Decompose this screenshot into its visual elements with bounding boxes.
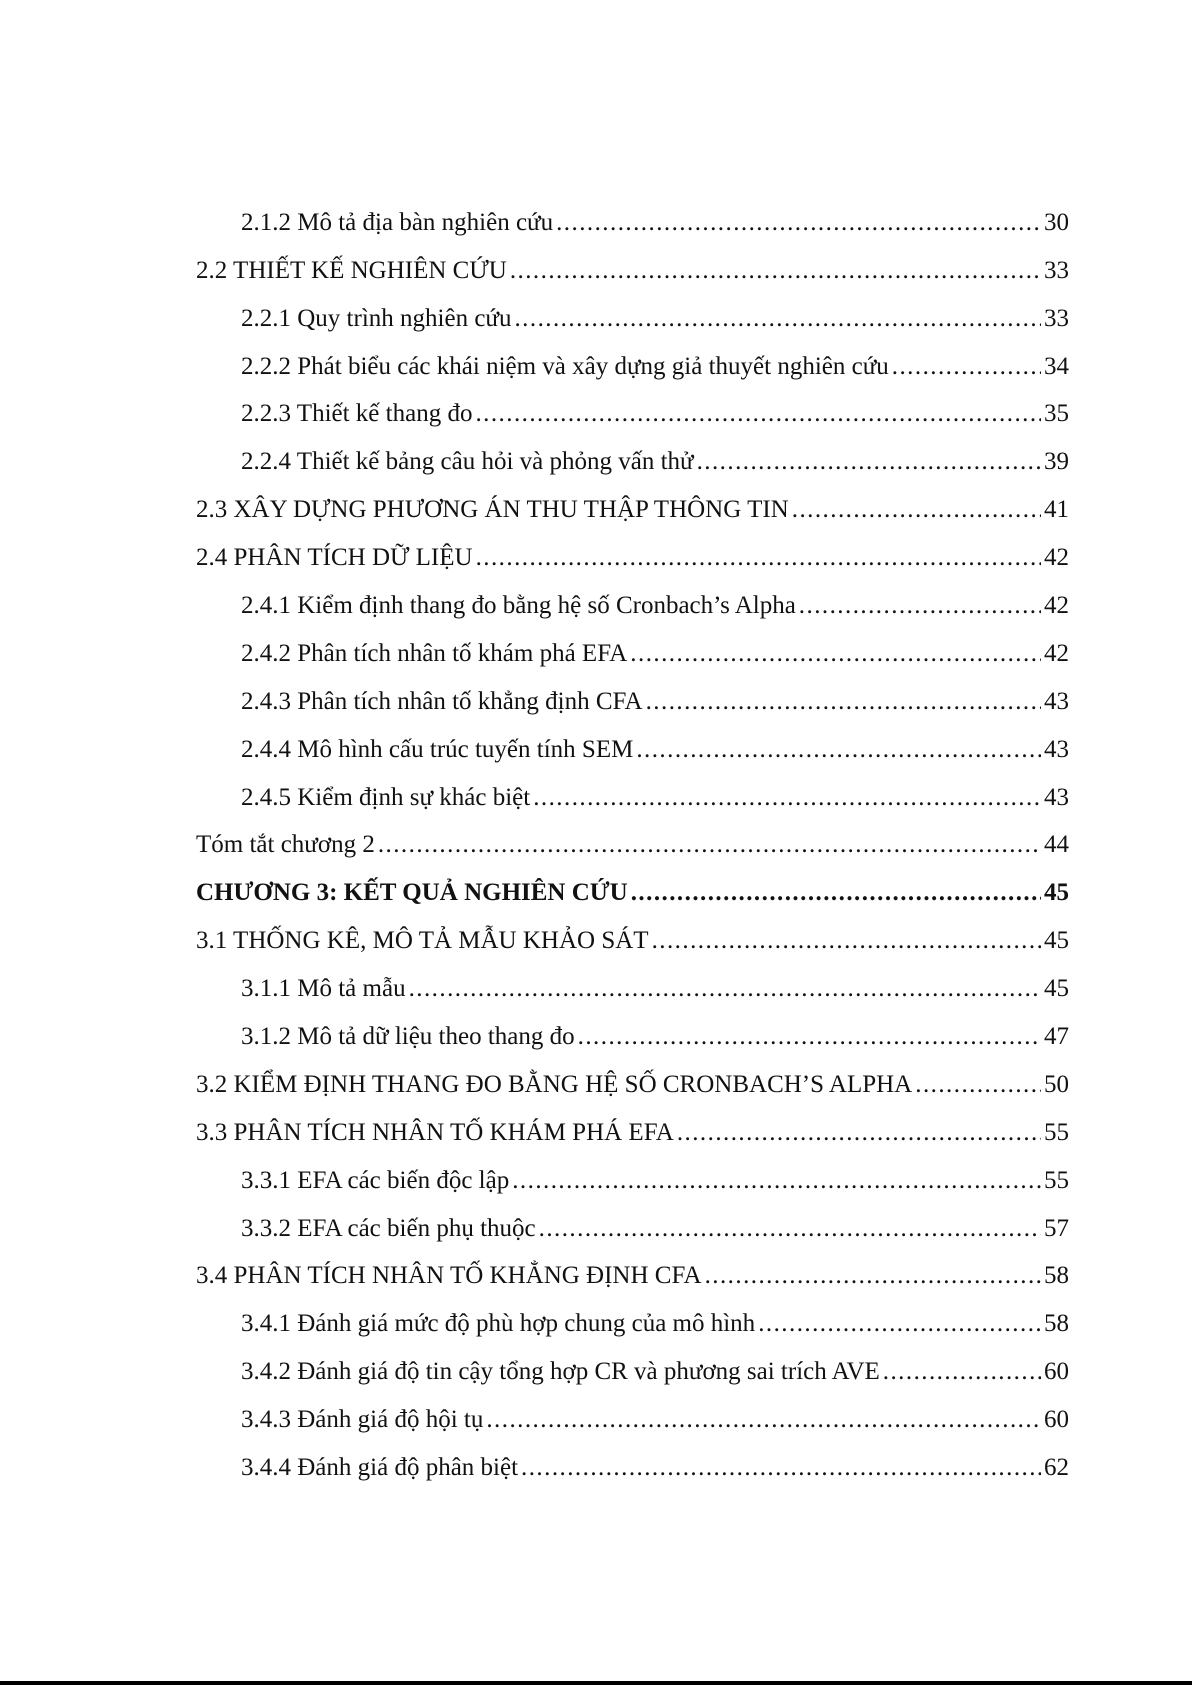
dot-leader (514, 304, 1041, 334)
toc-page-number: 33 (1044, 304, 1069, 332)
toc-page-number: 58 (1044, 1262, 1069, 1290)
toc-entry-title: 2.3 XÂY DỰNG PHƯƠNG ÁN THU THẬP THÔNG TIN (196, 496, 789, 524)
toc-page-number: 33 (1044, 256, 1069, 284)
toc-entry[interactable] (196, 621, 1069, 669)
toc-entry-title: 3.4.4 Đánh giá độ phân biệt (241, 1454, 519, 1482)
toc-page-number: 47 (1044, 1023, 1069, 1051)
toc-page-number: 41 (1044, 496, 1069, 524)
toc-entry-title: Tóm tắt chương 2 (196, 831, 375, 859)
toc-entry[interactable] (196, 1052, 1069, 1100)
toc-entry[interactable] (196, 334, 1069, 382)
toc-entry[interactable] (196, 382, 1069, 430)
toc-page-number: 42 (1044, 639, 1069, 667)
toc-entry-title: 3.4.1 Đánh giá mức độ phù hợp chung của mô hình (241, 1310, 756, 1338)
toc-entry[interactable] (196, 717, 1069, 765)
toc-entry[interactable] (196, 1291, 1069, 1339)
dot-leader (510, 256, 1041, 286)
toc-entry[interactable] (196, 477, 1069, 525)
dot-leader (521, 1453, 1041, 1483)
table-of-contents (196, 190, 1069, 1483)
toc-entry-title: 3.4 PHÂN TÍCH NHÂN TỐ KHẲNG ĐỊNH CFA (196, 1262, 702, 1290)
toc-entry-title: 3.1.2 Mô tả dữ liệu theo thang đo (241, 1023, 575, 1051)
toc-entry-title: 2.4 PHÂN TÍCH DỮ LIỆU (196, 544, 473, 572)
dot-leader (578, 1022, 1041, 1052)
dot-leader (630, 639, 1041, 669)
toc-page-number: 50 (1044, 1070, 1069, 1098)
toc-page-number: 60 (1044, 1358, 1069, 1386)
toc-entry[interactable] (196, 860, 1069, 908)
toc-page-number: 43 (1044, 687, 1069, 715)
dot-leader (378, 830, 1041, 860)
toc-entry-title: 2.4.3 Phân tích nhân tố khẳng định CFA (241, 687, 643, 715)
dot-leader (409, 974, 1041, 1004)
dot-leader (486, 1405, 1041, 1435)
toc-entry-title: 2.4.2 Phân tích nhân tố khám phá EFA (241, 639, 628, 667)
toc-page-number: 39 (1044, 448, 1069, 476)
toc-page-number: 55 (1044, 1118, 1069, 1146)
toc-page-number: 60 (1044, 1406, 1069, 1434)
toc-page-number: 57 (1044, 1214, 1069, 1242)
toc-page-number: 55 (1044, 1166, 1069, 1194)
toc-entry[interactable] (196, 286, 1069, 334)
toc-page-number: 45 (1044, 879, 1069, 907)
toc-page-number: 62 (1044, 1454, 1069, 1482)
toc-entry-title: 2.4.1 Kiểm định thang đo bằng hệ số Cronbach’s Alpha (241, 592, 796, 620)
toc-entry[interactable] (196, 813, 1069, 861)
toc-entry[interactable] (196, 669, 1069, 717)
toc-page-number: 43 (1044, 735, 1069, 763)
toc-entry[interactable] (196, 1100, 1069, 1148)
toc-entry-title: 2.1.2 Mô tả địa bàn nghiên cứu (241, 208, 554, 236)
toc-entry[interactable] (196, 525, 1069, 573)
dot-leader (533, 783, 1041, 813)
dot-leader (677, 1118, 1041, 1148)
toc-entry[interactable] (196, 238, 1069, 286)
toc-entry-title: 2.4.4 Mô hình cấu trúc tuyến tính SEM (241, 735, 634, 763)
toc-page-number: 58 (1044, 1310, 1069, 1338)
dot-leader (539, 1214, 1041, 1244)
toc-entry-title: 3.3.1 EFA các biến độc lập (241, 1166, 510, 1194)
toc-entry-title: 3.1.1 Mô tả mẫu (241, 975, 406, 1003)
toc-entry-title: 2.2.3 Thiết kế thang đo (241, 400, 473, 428)
dot-leader (636, 735, 1041, 765)
dot-leader (476, 543, 1041, 573)
toc-entry-title: 3.3.2 EFA các biến phụ thuộc (241, 1214, 536, 1242)
dot-leader (652, 926, 1041, 956)
page-bottom-edge (0, 1681, 1192, 1685)
toc-entry[interactable] (196, 1196, 1069, 1244)
toc-entry-title: 3.4.3 Đánh giá độ hội tụ (241, 1406, 484, 1434)
toc-page-number: 42 (1044, 592, 1069, 620)
toc-entry[interactable] (196, 956, 1069, 1004)
toc-page-number: 42 (1044, 544, 1069, 572)
toc-entry[interactable] (196, 1004, 1069, 1052)
toc-page-number: 35 (1044, 400, 1069, 428)
toc-entry-title: 2.4.5 Kiểm định sự khác biệt (241, 783, 531, 811)
toc-entry[interactable] (196, 1387, 1069, 1435)
toc-entry[interactable] (196, 908, 1069, 956)
dot-leader (915, 1070, 1041, 1100)
toc-page-number: 34 (1044, 352, 1069, 380)
toc-page-number: 45 (1044, 975, 1069, 1003)
toc-entry[interactable] (196, 1339, 1069, 1387)
dot-leader (646, 687, 1041, 717)
dot-leader (792, 495, 1041, 525)
toc-entry-title: 3.4.2 Đánh giá độ tin cậy tổng hợp CR và phương sai trích AVE (241, 1358, 880, 1386)
toc-entry-title: 2.2 THIẾT KẾ NGHIÊN CỨU (196, 256, 507, 284)
dot-leader (705, 1261, 1041, 1291)
dot-leader (556, 208, 1041, 238)
toc-page-number: 44 (1044, 831, 1069, 859)
toc-entry[interactable] (196, 190, 1069, 238)
dot-leader (512, 1166, 1041, 1196)
toc-entry[interactable] (196, 573, 1069, 621)
toc-entry-title: 3.2 KIỂM ĐỊNH THANG ĐO BẰNG HỆ SỐ CRONBACH’S ALPHA (196, 1070, 913, 1098)
toc-page-number: 45 (1044, 927, 1069, 955)
toc-entry[interactable] (196, 429, 1069, 477)
dot-leader (631, 878, 1041, 908)
toc-entry[interactable] (196, 1435, 1069, 1483)
toc-entry-title: 2.2.4 Thiết kế bảng câu hỏi và phỏng vấn thử (241, 448, 694, 476)
toc-page-number: 30 (1044, 208, 1069, 236)
toc-entry-title: 3.3 PHÂN TÍCH NHÂN TỐ KHÁM PHÁ EFA (196, 1118, 674, 1146)
dot-leader (758, 1309, 1041, 1339)
toc-page-number: 43 (1044, 783, 1069, 811)
toc-entry-title: 3.1 THỐNG KÊ, MÔ TẢ MẪU KHẢO SÁT (196, 927, 649, 955)
toc-entry-title: 2.2.1 Quy trình nghiên cứu (241, 304, 512, 332)
dot-leader (883, 1357, 1041, 1387)
toc-entry-title: 2.2.2 Phát biểu các khái niệm và xây dựng giả thuyết nghiên cứu (241, 352, 889, 380)
toc-entry[interactable] (196, 1244, 1069, 1292)
dot-leader (475, 399, 1041, 429)
dot-leader (892, 352, 1041, 382)
toc-entry[interactable] (196, 765, 1069, 813)
dot-leader (799, 591, 1041, 621)
toc-entry-title: CHƯƠNG 3: KẾT QUẢ NGHIÊN CỨU (196, 879, 628, 907)
toc-entry[interactable] (196, 1148, 1069, 1196)
dot-leader (697, 447, 1041, 477)
